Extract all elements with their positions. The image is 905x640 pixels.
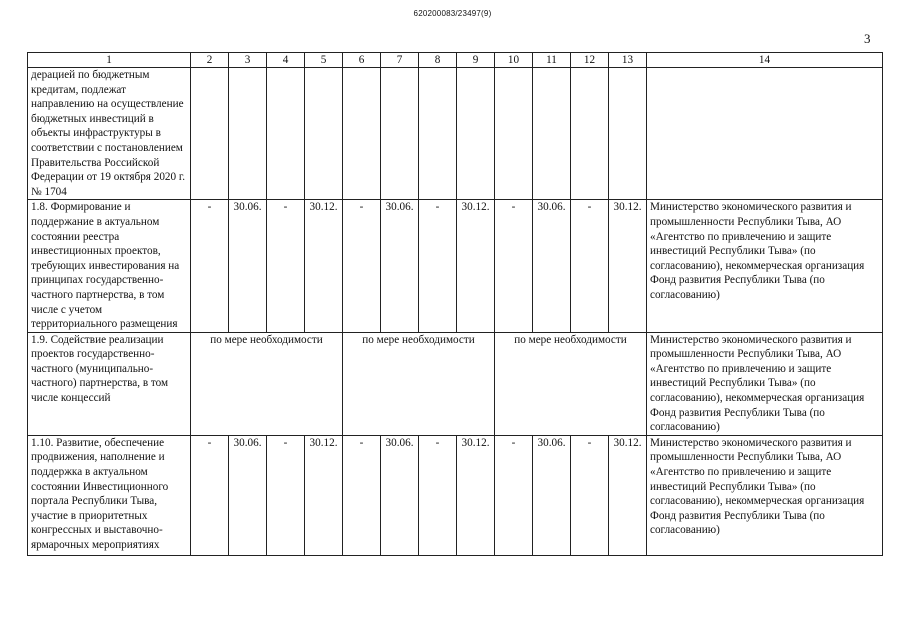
date-cell	[419, 68, 457, 200]
column-header: 7	[381, 53, 419, 68]
date-cell	[495, 68, 533, 200]
responsible-cell: Министерство экономического развития и промышленности Республики Тыва, АО «Агентство по привлечению и защите инвестиций Республики Тыва» (по согласованию), некоммерческая организация Фонд развития Республики Тыва (по согласованию)	[647, 200, 883, 332]
date-cell: 30.06.	[229, 435, 267, 555]
date-cell: -	[419, 200, 457, 332]
date-cell: 30.12.	[305, 435, 343, 555]
column-header: 4	[267, 53, 305, 68]
column-header: 6	[343, 53, 381, 68]
responsible-cell: Министерство экономического развития и промышленности Республики Тыва, АО «Агентство по привлечению и защите инвестиций Республики Тыва» (по согласованию), некоммерческая организация Фонд развития Республики Тыва (по согласованию)	[647, 435, 883, 555]
date-cell: 30.12.	[609, 200, 647, 332]
date-cell: 30.06.	[533, 435, 571, 555]
page-number: 3	[864, 31, 871, 46]
date-cell: -	[571, 200, 609, 332]
header-row	[28, 53, 883, 68]
column-header: 13	[609, 53, 647, 68]
document-id: 620200083/23497(9)	[413, 9, 492, 18]
date-cell	[571, 68, 609, 200]
date-cell: 30.06.	[533, 200, 571, 332]
date-cell: 30.06.	[229, 200, 267, 332]
column-header: 11	[533, 53, 571, 68]
date-cell: -	[267, 435, 305, 555]
date-cell: -	[495, 200, 533, 332]
date-cell	[343, 68, 381, 200]
date-cell: -	[191, 200, 229, 332]
column-header: 3	[229, 53, 267, 68]
row-description: дерацией по бюджетным кредитам, подлежат направлению на осуществление бюджетных инвестиций в объекты инфраструктуры в соответствии с постановлением Правительства Российской Федерации от 19 октября 2020 г. № 1704	[28, 68, 191, 200]
date-cell	[191, 68, 229, 200]
column-header: 1	[28, 53, 191, 68]
table-row	[28, 200, 883, 332]
date-cell	[457, 68, 495, 200]
date-cell: 30.12.	[457, 435, 495, 555]
row-description: 1.10. Развитие, обеспечение продвижения, наполнение и поддержка в актуальном состоянии Инвестиционного портала Республики Тыва, участие в приоритетных конгрессных и выставочно-ярмарочных мероприятиях	[28, 435, 191, 555]
responsible-cell	[647, 68, 883, 200]
row-description: 1.8. Формирование и поддержание в актуальном состоянии реестра инвестиционных проектов, требующих инвестирования на принципах государственно-частного партнерства, в том числе с учетом территориального размещения	[28, 200, 191, 332]
responsible-cell: Министерство экономического развития и промышленности Республики Тыва, АО «Агентство по привлечению и защите инвестиций Республики Тыва» (по согласованию), некоммерческая организация Фонд развития Республики Тыва (по согласованию)	[647, 332, 883, 435]
date-cell: 30.12.	[457, 200, 495, 332]
column-header: 12	[571, 53, 609, 68]
date-cell: -	[343, 200, 381, 332]
table-row	[28, 68, 883, 200]
date-cell: -	[571, 435, 609, 555]
column-header: 5	[305, 53, 343, 68]
date-cell	[609, 68, 647, 200]
date-cell: 30.12.	[305, 200, 343, 332]
date-cell: -	[419, 435, 457, 555]
date-cell: -	[191, 435, 229, 555]
period-span-cell: по мере необходимости	[495, 332, 647, 435]
date-cell: -	[343, 435, 381, 555]
column-header: 8	[419, 53, 457, 68]
date-cell	[267, 68, 305, 200]
row-description: 1.9. Содействие реализации проектов государственно-частного (муниципально-частного) партнерства, в том числе концессий	[28, 332, 191, 435]
table-row	[28, 332, 883, 435]
period-span-cell: по мере необходимости	[191, 332, 343, 435]
date-cell: -	[267, 200, 305, 332]
column-header: 14	[647, 53, 883, 68]
column-header: 10	[495, 53, 533, 68]
date-cell: 30.12.	[609, 435, 647, 555]
date-cell: 30.06.	[381, 200, 419, 332]
date-cell: 30.06.	[381, 435, 419, 555]
date-cell	[229, 68, 267, 200]
date-cell	[381, 68, 419, 200]
column-header: 2	[191, 53, 229, 68]
date-cell	[533, 68, 571, 200]
plan-table	[27, 52, 883, 556]
date-cell: -	[495, 435, 533, 555]
period-span-cell: по мере необходимости	[343, 332, 495, 435]
column-header: 9	[457, 53, 495, 68]
table-row	[28, 435, 883, 555]
date-cell	[305, 68, 343, 200]
